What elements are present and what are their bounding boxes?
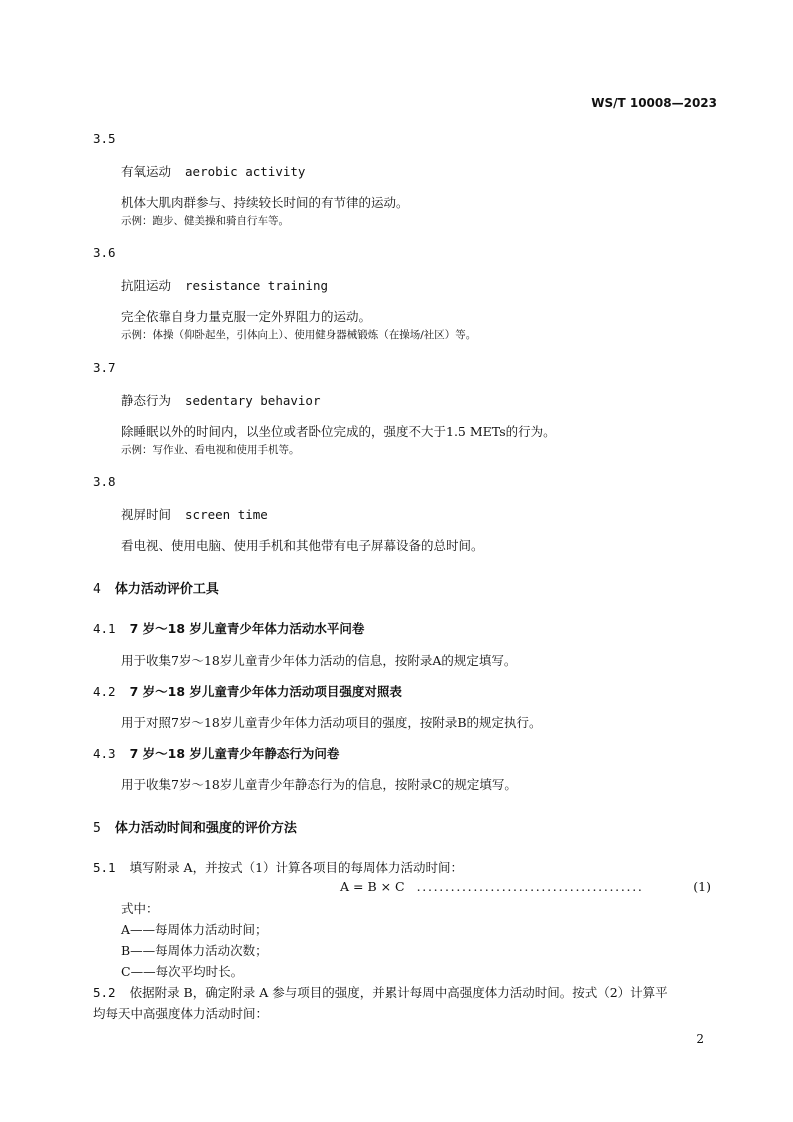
section-heading: 5 体力活动时间和强度的评价方法 — [93, 821, 297, 836]
term-number: 3.8 — [93, 474, 116, 489]
variable-definition: B——每周体力活动次数； — [121, 943, 268, 958]
term-definition: 看电视、使用电脑、使用手机和其他带有电子屏幕设备的总时间。 — [121, 538, 484, 553]
term-definition: 机体大肌肉群参与、持续较长时间的有节律的运动。 — [121, 195, 409, 210]
subsection-heading: 4.3 7 岁～18 岁儿童青少年静态行为问卷 — [93, 746, 340, 761]
subsection-text: 用于对照7岁～18岁儿童青少年体力活动项目的强度，按附录B的规定执行。 — [121, 715, 542, 730]
term-zh: 抗阻运动 — [121, 278, 172, 293]
term-example: 示例：体操（仰卧起坐，引体向上）、使用健身器械锻炼（在操场/社区）等。 — [121, 329, 477, 341]
page-number: 2 — [696, 1032, 704, 1046]
where-label: 式中： — [121, 901, 159, 916]
variable-definition: C——每次平均时长。 — [121, 964, 244, 979]
clause-text: 填写附录 A，并按式（1）计算各项目的每周体力活动时间： — [129, 860, 464, 875]
equation-1 — [340, 879, 644, 894]
term-zh: 视屏时间 — [121, 507, 172, 522]
section-heading: 4 体力活动评价工具 — [93, 582, 219, 597]
term-example: 示例：跑步、健美操和骑自行车等。 — [121, 215, 289, 227]
clause-number: 5.2 — [93, 985, 116, 1000]
term-definition: 完全依靠自身力量克服一定外界阻力的运动。 — [121, 309, 372, 324]
subsection-text: 用于收集7岁～18岁儿童青少年体力活动的信息，按附录A的规定填写。 — [121, 653, 517, 668]
term-en: resistance training — [185, 278, 329, 293]
subsection-heading: 4.1 7 岁～18 岁儿童青少年体力活动水平问卷 — [93, 621, 365, 636]
term-number: 3.7 — [93, 360, 116, 375]
term-number: 3.6 — [93, 245, 116, 260]
document-code: WS/T 10008—2023 — [591, 96, 717, 110]
term-en: sedentary behavior — [185, 393, 321, 408]
variable-definition: A——每周体力活动时间； — [121, 922, 268, 937]
equation-formula: A = B × C — [340, 879, 405, 894]
term-zh: 有氧运动 — [121, 164, 172, 179]
term-title — [121, 276, 328, 294]
clause-5-2 — [93, 983, 668, 1001]
clause-text: 依据附录 B，确定附录 A 参与项目的强度，并累计每周中高强度体力活动时间。按式（2）计算平 — [129, 985, 668, 1000]
term-title — [121, 162, 305, 180]
equation-leader-dots: ........................................ — [416, 879, 644, 894]
term-definition: 除睡眠以外的时间内，以坐位或者卧位完成的，强度不大于1.5 METs的行为。 — [121, 424, 556, 439]
equation-number: (1) — [693, 879, 711, 894]
term-zh: 静态行为 — [121, 393, 172, 408]
term-example: 示例：写作业、看电视和使用手机等。 — [121, 444, 300, 456]
term-en: aerobic activity — [185, 164, 306, 179]
clause-number: 5.1 — [93, 860, 116, 875]
term-title — [121, 505, 268, 523]
term-en: screen time — [185, 507, 268, 522]
term-title — [121, 391, 320, 409]
clause-text-continued: 均每天中高强度体力活动时间： — [93, 1006, 269, 1021]
subsection-heading: 4.2 7 岁～18 岁儿童青少年体力活动项目强度对照表 — [93, 684, 402, 699]
subsection-text: 用于收集7岁～18岁儿童青少年静态行为的信息，按附录C的规定填写。 — [121, 777, 517, 792]
term-number: 3.5 — [93, 131, 116, 146]
clause-5-1 — [93, 858, 463, 876]
